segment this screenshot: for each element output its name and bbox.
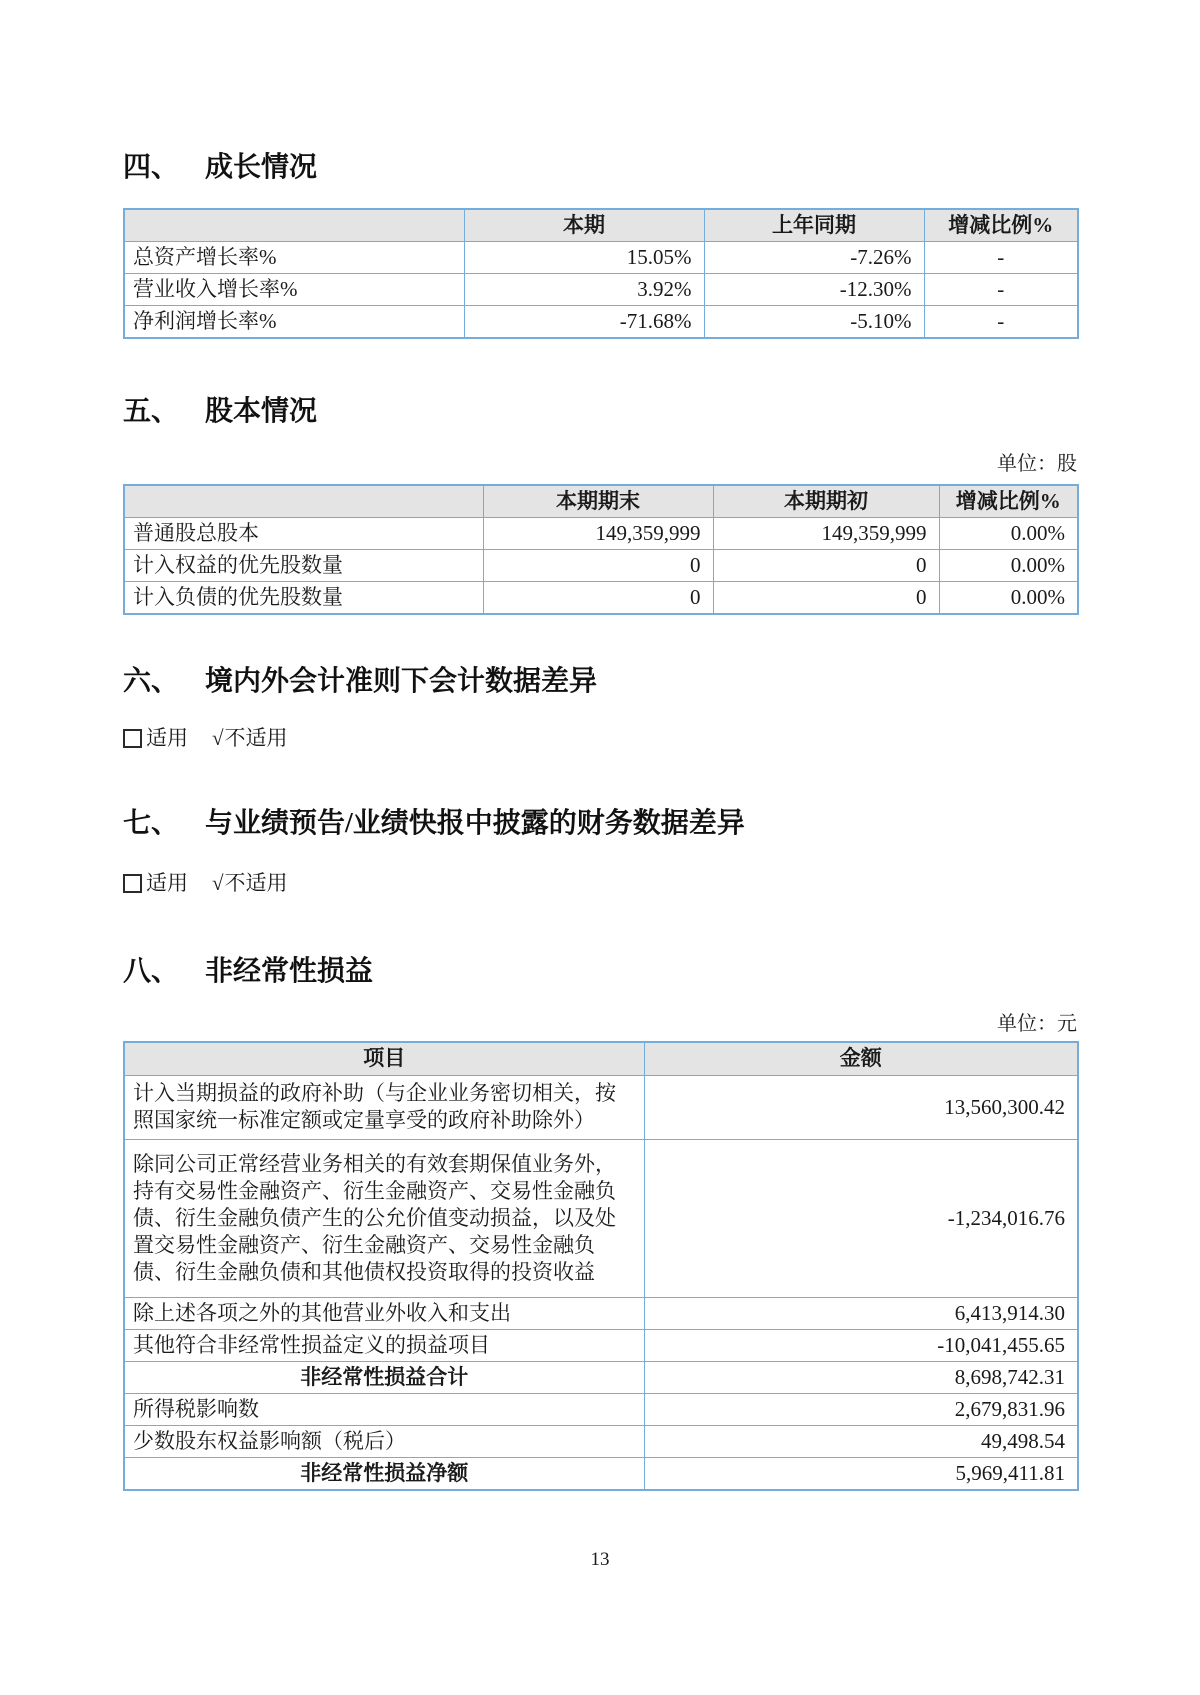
row-label: 总资产增长率% [124,242,464,274]
table-row [124,306,1078,339]
value-cell: 13,560,300.42 [644,1075,1078,1139]
table-row-total [124,1361,1078,1393]
row-label: 营业收入增长率% [124,274,464,306]
value-cell: 0 [713,582,939,615]
row-label: 非经常性损益合计 [124,1361,644,1393]
table-header-row [124,485,1078,518]
checkbox-icon [123,729,142,748]
value-cell: 0.00% [939,582,1078,615]
check-icon: √ [212,726,224,750]
column-header-blank [124,485,483,518]
applicable-label: 适用 [146,726,188,750]
heading-number: 六、 [123,666,180,697]
row-label: 普通股总股本 [124,518,483,550]
column-header-blank [124,209,464,242]
section-forecast-diff-heading [123,806,1077,842]
table-header-row [124,209,1078,242]
applicability-row [123,868,1077,898]
value-cell: 49,498.54 [644,1425,1078,1457]
growth-table [123,208,1079,339]
applicable-label: 适用 [146,871,188,895]
table-row [124,1329,1078,1361]
value-cell: -5.10% [704,306,924,339]
section-accounting-diff-heading [123,664,1077,700]
value-cell: - [924,274,1078,306]
table-row [124,582,1078,615]
check-icon: √ [212,871,224,895]
nonrecurring-table [123,1041,1079,1491]
row-label: 计入负债的优先股数量 [124,582,483,615]
value-cell: -1,234,016.76 [644,1139,1078,1297]
table-row-net-total [124,1457,1078,1490]
row-label: 净利润增长率% [124,306,464,339]
heading-title: 股本情况 [205,396,318,427]
column-header-period-end: 本期期末 [483,485,713,518]
heading-title: 非经常性损益 [205,956,374,987]
value-cell: 15.05% [464,242,704,274]
row-label: 所得税影响数 [124,1393,644,1425]
heading-number: 四、 [123,152,180,183]
value-cell: 8,698,742.31 [644,1361,1078,1393]
not-applicable-label: 不适用 [224,871,288,895]
row-label: 其他符合非经常性损益定义的损益项目 [124,1329,644,1361]
value-cell: 0 [713,550,939,582]
value-cell: 3.92% [464,274,704,306]
table-row [124,1297,1078,1329]
value-cell: 6,413,914.30 [644,1297,1078,1329]
heading-title: 与业绩预告/业绩快报中披露的财务数据差异 [205,808,745,839]
row-label: 计入当期损益的政府补助（与企业业务密切相关，按照国家统一标准定额或定量享受的政府补助除外） [124,1075,644,1139]
table-row [124,1139,1078,1297]
value-cell: - [924,306,1078,339]
value-cell: -7.26% [704,242,924,274]
section-nonrecurring-heading [123,954,1077,990]
row-label: 计入权益的优先股数量 [124,550,483,582]
value-cell: 0.00% [939,518,1078,550]
row-label: 少数股东权益影响额（税后） [124,1425,644,1457]
table-row [124,1393,1078,1425]
column-header-item: 项目 [124,1042,644,1075]
value-cell: 2,679,831.96 [644,1393,1078,1425]
checkbox-icon [123,874,142,893]
row-label: 除同公司正常经营业务相关的有效套期保值业务外，持有交易性金融资产、衍生金融资产、交易性金融负债、衍生金融负债产生的公允价值变动损益，以及处置交易性金融资产、衍生金融资产、交易性金融负债、衍生金融负债和其他债权投资取得的投资收益 [124,1139,644,1297]
table-header-row [124,1042,1078,1075]
heading-number: 七、 [123,808,180,839]
section-equity-heading [123,394,1077,430]
unit-label-shares: 单位：股 [997,453,1077,475]
section-growth-heading [123,150,1077,186]
not-applicable-label: 不适用 [224,726,288,750]
value-cell: 5,969,411.81 [644,1457,1078,1490]
value-cell: 149,359,999 [713,518,939,550]
value-cell: 149,359,999 [483,518,713,550]
heading-title: 境内外会计准则下会计数据差异 [205,666,598,697]
column-header-current: 本期 [464,209,704,242]
column-header-change: 增减比例% [939,485,1078,518]
table-row [124,550,1078,582]
row-label: 除上述各项之外的其他营业外收入和支出 [124,1297,644,1329]
value-cell: -12.30% [704,274,924,306]
equity-table [123,484,1079,615]
table-row [124,1425,1078,1457]
column-header-amount: 金额 [644,1042,1078,1075]
heading-number: 八、 [123,956,180,987]
table-row [124,274,1078,306]
unit-label-yuan: 单位：元 [997,1013,1077,1035]
table-row [124,518,1078,550]
column-header-prior: 上年同期 [704,209,924,242]
table-row [124,1075,1078,1139]
table-row [124,242,1078,274]
value-cell: 0.00% [939,550,1078,582]
row-label: 非经常性损益净额 [124,1457,644,1490]
column-header-change: 增减比例% [924,209,1078,242]
value-cell: - [924,242,1078,274]
heading-title: 成长情况 [205,152,318,183]
page-number: 13 [590,1548,610,1570]
value-cell: 0 [483,582,713,615]
value-cell: -10,041,455.65 [644,1329,1078,1361]
column-header-period-begin: 本期期初 [713,485,939,518]
value-cell: -71.68% [464,306,704,339]
applicability-row [123,723,1077,753]
value-cell: 0 [483,550,713,582]
heading-number: 五、 [123,396,180,427]
